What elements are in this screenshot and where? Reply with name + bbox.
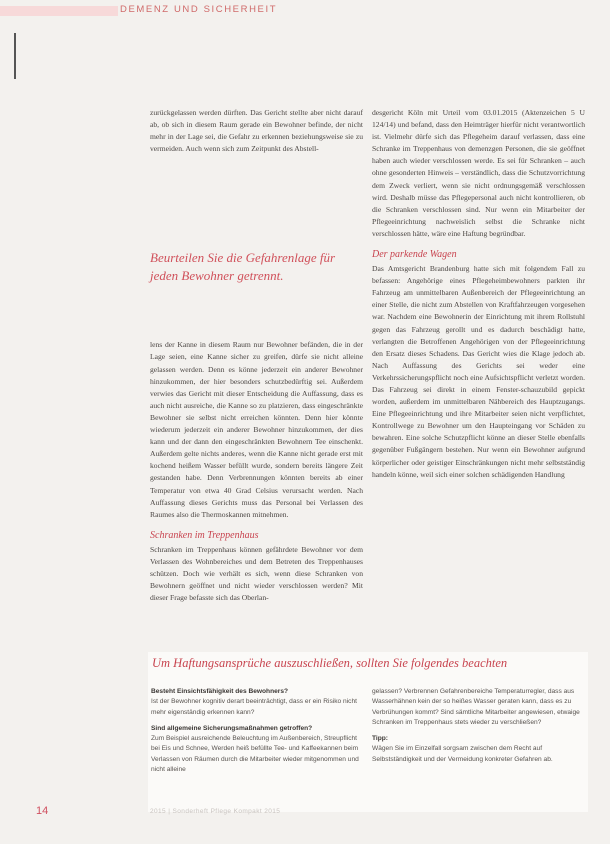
subheading: Der parkende Wagen <box>372 249 457 261</box>
header-color-bar <box>0 6 118 16</box>
question: Sind allgemeine Sicherungsmaßnahmen getroffen? <box>151 724 313 732</box>
right-column <box>372 107 585 481</box>
subheading: Schranken im Treppenhaus <box>150 529 259 541</box>
answer: Zum Beispiel ausreichende Beleuchtung im Außenbereich, Streupflicht bei Eis und Schnee, Werden heiß befüllte Tee- und Kaffeekannen beim Verlassen von Räumen durch die Mitarbeiter wieder mitgenommen und nicht alleine <box>151 735 359 774</box>
info-box-left <box>151 687 364 775</box>
pull-quote: Beurteilen Sie die Gefahrenlage für jeden Bewohner getrennt. <box>150 250 336 284</box>
paragraph: desgericht Köln mit Urteil vom 03.01.2015 (Aktenzeichen 5 U 124/14) und befand, dass den Heimträger hierfür nicht verantwortlich ist. Vielmehr dürfe sich das Pflegeheim darauf verlassen, dass eine Schranke im Treppenhaus von demenzgen Personen, die sie geöffnet haben auch wieder verschlossen werde. Es sei für Schranken – auch ohne gesonderten Hinweis – verständlich, dass die Schutzvorrichtung dem Zweck verliert, wenn sie nicht ordnungsgemäß verschlossen wird. Deshalb müsse das Pflegepersonal auch nicht kontrollieren, ob die Schranken verschlossen sind. Nur wenn ein Mitarbeiter der Pflegeeinrichtung nachweislich selbst die Schranke nicht verschlossen hätte, wäre eine Haftung begründbar. <box>372 108 585 238</box>
footer-text: 2015 | Sonderheft Pflege Kompakt 2015 <box>150 808 281 815</box>
answer: gelassen? Verbrennen Gefahrenbereiche Temperaturregler, dass aus Wasserhähnen kein der so heißes Wasser geraten kann, dass es zu Verbrühungen kommt? Sind sämtliche Mitarbeiter angewiesen, etwaige Schranken im Treppenhaus stets wieder zu verschließen? <box>372 688 580 726</box>
page-header <box>0 0 610 26</box>
paragraph: Schranken im Treppenhaus können gefährdete Bewohner vor dem Verlassen des Wohnbereiches und dem Betreten des Treppenhauses schützen. Doch wie verhält es sich, wenn diese Schranken von Bewohnern geöffnet und nicht wieder verschlossen werden? Mit dieser Frage befasste sich das Oberlan- <box>150 544 363 603</box>
tip-label: Tipp: <box>372 735 388 743</box>
section-title: DEMENZ UND SICHERHEIT <box>120 4 278 15</box>
margin-rule <box>14 33 16 79</box>
tip-text: Wägen Sie im Einzelfall sorgsam zwischen dem Recht auf Selbstständigkeit und der Vermeidung konkreter Gefahren ab. <box>372 745 553 763</box>
answer: Ist der Bewohner kognitiv derart beeinträchtigt, dass er ein Risiko nicht mehr eigenständig erkennen kann? <box>151 698 357 716</box>
paragraph: Das Amtsgericht Brandenburg hatte sich mit folgendem Fall zu befassen: Angehörige eines Pflegeheimbewohners parkten ihr Fahrzeug am unmittelbaren Außenbereich der Pflegeeinrichtung an einer Stelle, die nicht zum Abstellen von Kraftfahrzeugen vorgesehen war. Nachdem eine Bewohnerin der Einrichtung mit ihrem Rollstuhl gegen das Fahrzeug gerollt und es dadurch beschädigt hatte, verlangten die Betroffenen Angehörigen von der Pflegeeinrichtung den Ersatz dieses Schadens. Das Gericht wies die Klage jedoch ab. Nach Auffassung des Gerichts sei weder eine Verkehrssicherungspflicht noch eine Aufsichtspflicht verletzt worden. Das Fahrzeug sei direkt in einem Fenster-schauzubild gepickt worden, außerdem im unmittelbaren Nähbereich des Hauptzugangs. Eine Pflegeeinrichtung und ihre Mitarbeiter seien nicht verpflichtet, Kontrollwege zu Bewohner um den Haupteingang vor Schäden zu bewahren. Eine solche Schutzpflicht könne an dieser Stelle ebenfalls gegenüber Fußgängern bestehen. Nur wenn ein Bewohner aufgrund körperlicher oder geistiger Einschränkungen nicht mehr selbstständig handeln könne, weil sich einer solchen schädigenden Handlung <box>372 264 585 479</box>
paragraph: zurückgelassen werden dürften. Das Gericht stellte aber nicht darauf ab, ob sich in diesem Raum gerade ein Bewohner befinde, der nicht mehr in der Lage sei, die Gefahr zu erkennen beziehungsweise sie zu vermeiden. Auch wenn sich zum Zeitpunkt des Abstell- <box>150 108 363 154</box>
left-column <box>150 107 363 604</box>
page-number: 14 <box>36 805 49 817</box>
question: Besteht Einsichtsfähigkeit des Bewohners? <box>151 688 289 695</box>
info-box-right <box>372 687 585 765</box>
paragraph: lens der Kanne in diesem Raum nur Bewohner befänden, die in der Lage seien, eine Kanne sicher zu greifen, dürfe sie nicht alleine gelassen werden. Denn es könne jederzeit ein anderer Bewohner hinzukommen, der hier besonders schutzbedürftig sei. Außerdem verwies das Gericht mit dieser Entscheidung die Auffassung, dass es auch nicht ausreiche, die Kanne so zu platzieren, dass eingeschränkte Bewohner sie selbst nicht erreichen könnten. Denn hier könnte wiederum jederzeit ein anderer Bewohner hinzukommen, der dies kann und der dann den eingeschränkten Bewohnern Tee einschenkt. Außerdem gelte nichts anderes, wenn die Kanne nicht gerade erst mit kochend heißem Wasser befüllt wurde, sondern bereits längere Zeit gestanden habe. Denn Verbrennungen könnten bereits ab einer Temperatur von etwa 40 Grad Celsius verursacht werden. Nach Auffassung dieses Gerichts muss das Personal bei Verlassen des Raumes also die Thermoskannen mitnehmen. <box>150 340 363 519</box>
info-box-title: Um Haftungsansprüche auszuschließen, sollten Sie folgendes beachten <box>152 656 508 670</box>
